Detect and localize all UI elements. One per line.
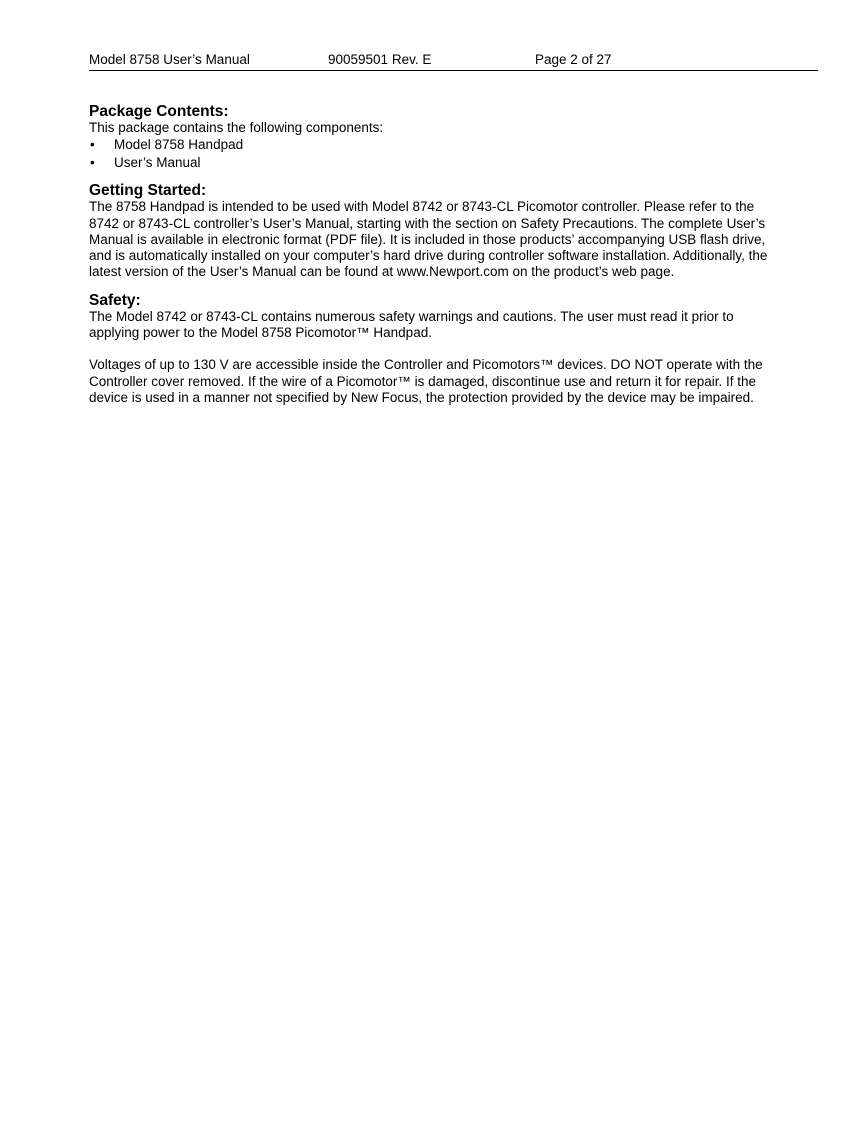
text-line: applying power to the Model 8758 Picomotor™ Handpad. xyxy=(89,325,432,341)
page-header xyxy=(89,50,818,71)
page-body xyxy=(89,103,818,406)
list-item xyxy=(89,136,818,154)
text-line: The Model 8742 or 8743-CL contains numerous safety warnings and cautions. The user must read it prior to xyxy=(89,308,734,324)
text-line: latest version of the User’s Manual can be found at www.Newport.com on the product’s web page. xyxy=(89,264,675,280)
safety-heading: Safety: xyxy=(89,291,141,309)
safety-paragraph-1 xyxy=(89,309,818,342)
getting-started-heading: Getting Started: xyxy=(89,182,207,200)
getting-started-paragraph xyxy=(89,199,818,280)
text-line: Controller cover removed. If the wire of a Picomotor™ is damaged, discontinue use and return it for repair. If the xyxy=(89,373,757,389)
safety-paragraph-2 xyxy=(89,357,818,406)
header-document-number: 90059501 Rev. E xyxy=(328,52,432,67)
package-contents-list xyxy=(89,136,818,171)
header-page-number: Page 2 of 27 xyxy=(535,52,612,67)
list-item-label: User’s Manual xyxy=(114,154,201,170)
paragraph-spacer xyxy=(89,341,818,357)
list-item xyxy=(89,154,818,172)
bullet-marker: • xyxy=(90,137,95,153)
safety-section xyxy=(89,292,818,406)
text-line: Manual is available in electronic format (PDF file). It is included in those products’ accompanying USB flash drive, xyxy=(89,231,766,247)
text-line: 8742 or 8743-CL controller’s User’s Manual, starting with the section on Safety Precautions. The complete User’s xyxy=(89,215,766,231)
section-spacer xyxy=(89,281,818,292)
bullet-marker: • xyxy=(90,154,95,170)
package-contents-section xyxy=(89,103,818,171)
text-line: The 8758 Handpad is intended to be used with Model 8742 or 8743-CL Picomotor controller. Please refer to the xyxy=(89,199,755,215)
text-line: and is automatically installed on your computer’s hard drive during controller software installation. Additionally, the xyxy=(89,248,768,264)
package-contents-intro: This package contains the following components: xyxy=(89,120,384,135)
text-line: Voltages of up to 130 V are accessible inside the Controller and Picomotors™ devices. DO NOT operate with the xyxy=(89,357,763,373)
section-spacer xyxy=(89,171,818,182)
text-line: device is used in a manner not specified by New Focus, the protection provided by the device may be impaired. xyxy=(89,389,754,405)
list-item-label: Model 8758 Handpad xyxy=(114,137,244,153)
header-manual-title: Model 8758 User’s Manual xyxy=(89,52,250,67)
package-contents-heading: Package Contents: xyxy=(89,103,229,120)
getting-started-section xyxy=(89,182,818,280)
